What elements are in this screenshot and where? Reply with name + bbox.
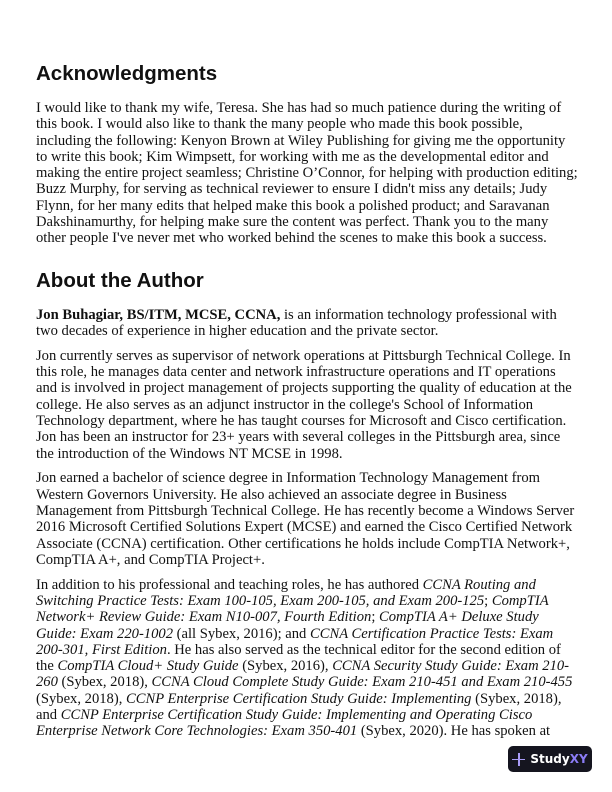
plus-icon: [512, 753, 525, 766]
book-title: CCNP Enterprise Certification Study Guide: Implementing: [126, 690, 472, 707]
acknowledgments-body: [36, 100, 578, 247]
book-title: CCNP Enterprise Certification Study Guide: Implementing and Operating Cisco Enterprise Network Core Technologies: Exam 350-401: [36, 707, 533, 740]
text-run: I would like to thank my wife, Teresa. She has had so much patience during the writing of this book. I would also like to thank the many people who made this book possible, including the following: Kenyon Brown at Wiley Publishing for giving me the opportunity to write this book; Kim Wimpsett, for working with me as the developmental editor and making the entire project seamless; Christine O’Connor, for helping with production editing; Buzz Murphy, for serving as technical reviewer to ensure I didn't miss any details; Judy Flynn, for her many edits that helped make this book a polished product; and Saravanan Dakshinamurthy, for helping make sure the content was perfect. Thank you to the many other people I've never met who worked behind the scenes to make this book a success.: [36, 100, 578, 247]
about-author-body: [36, 307, 578, 740]
book-title: CCNA Cloud Complete Study Guide: Exam 210-451 and Exam 210-455: [151, 674, 573, 691]
book-title: CompTIA Network+ Review Guide: Exam N10-007, Fourth Edition: [36, 592, 549, 626]
acknowledgments-heading: Acknowledgments: [36, 62, 218, 85]
text-run: Jon earned a bachelor of science degree in Information Technology Management from Western Governors University. He also achieved an associate degree in Business Management from Pittsburgh Technical College. He has recently become a Windows Server 2016 Microsoft Certified Solutions Expert (MCSE) and earned the Cisco Certified Network Associate (CCNA) certification. Other certifications he holds include CompTIA Network+, CompTIA A+, and CompTIA Project+.: [36, 470, 575, 568]
paragraph: [36, 348, 578, 462]
paragraph: [36, 307, 578, 340]
text-run: In addition to his professional and teaching roles, he has authored: [36, 576, 423, 593]
text-run: ;: [484, 592, 492, 609]
about-author-heading: About the Author: [36, 268, 204, 292]
text-run: (Sybex, 2018),: [57, 674, 152, 691]
brand-name: StudyXY: [530, 752, 588, 766]
text-run: is an information technology professional with two decades of experience in higher education and the private sector.: [36, 306, 557, 339]
book-title: CompTIA A+ Deluxe Study Guide: Exam 220-1002: [36, 609, 539, 642]
text-run: Jon currently serves as supervisor of network operations at Pittsburgh Technical College. In this role, he manages data center and network infrastructure operations and IT operations and is involved in project management of projects supporting the quality of education at the college. He also serves as an adjunct instructor in the college's School of Information Technology department, where he has taught courses for Microsoft and Cisco certification. Jon has been an instructor for 23+ years with several colleges in the Pittsburgh area, since the introduction of the Windows NT MCSE in 1998.: [36, 347, 572, 462]
book-title: CCNA Routing and Switching Practice Tests: Exam 100-105, Exam 200-105, and Exam 200-125: [36, 576, 536, 609]
paragraph: [36, 100, 578, 247]
text-run: ;: [371, 609, 380, 626]
document-page: [36, 62, 578, 748]
text-run: . He has also served as the technical editor for the second edition of the: [36, 641, 561, 675]
paragraph: [36, 577, 578, 740]
text-run: (Sybex, 2018), and: [36, 690, 562, 723]
text-run: (all Sybex, 2016); and: [173, 625, 310, 642]
studyxy-badge[interactable]: [508, 746, 592, 772]
text-run: (Sybex, 2020). He has spoken at: [357, 723, 551, 740]
text-run: (Sybex, 2018),: [36, 690, 126, 707]
book-title: CCNA Security Study Guide: Exam 210-260: [36, 658, 570, 691]
text-run: Jon Buhagiar, BS/ITM, MCSE, CCNA,: [36, 306, 281, 323]
book-title: CompTIA Cloud+ Study Guide: [57, 658, 239, 675]
book-title: CCNA Certification Practice Tests: Exam 200-301, First Edition: [36, 625, 554, 658]
text-run: (Sybex, 2016),: [238, 658, 333, 675]
paragraph: [36, 470, 578, 568]
